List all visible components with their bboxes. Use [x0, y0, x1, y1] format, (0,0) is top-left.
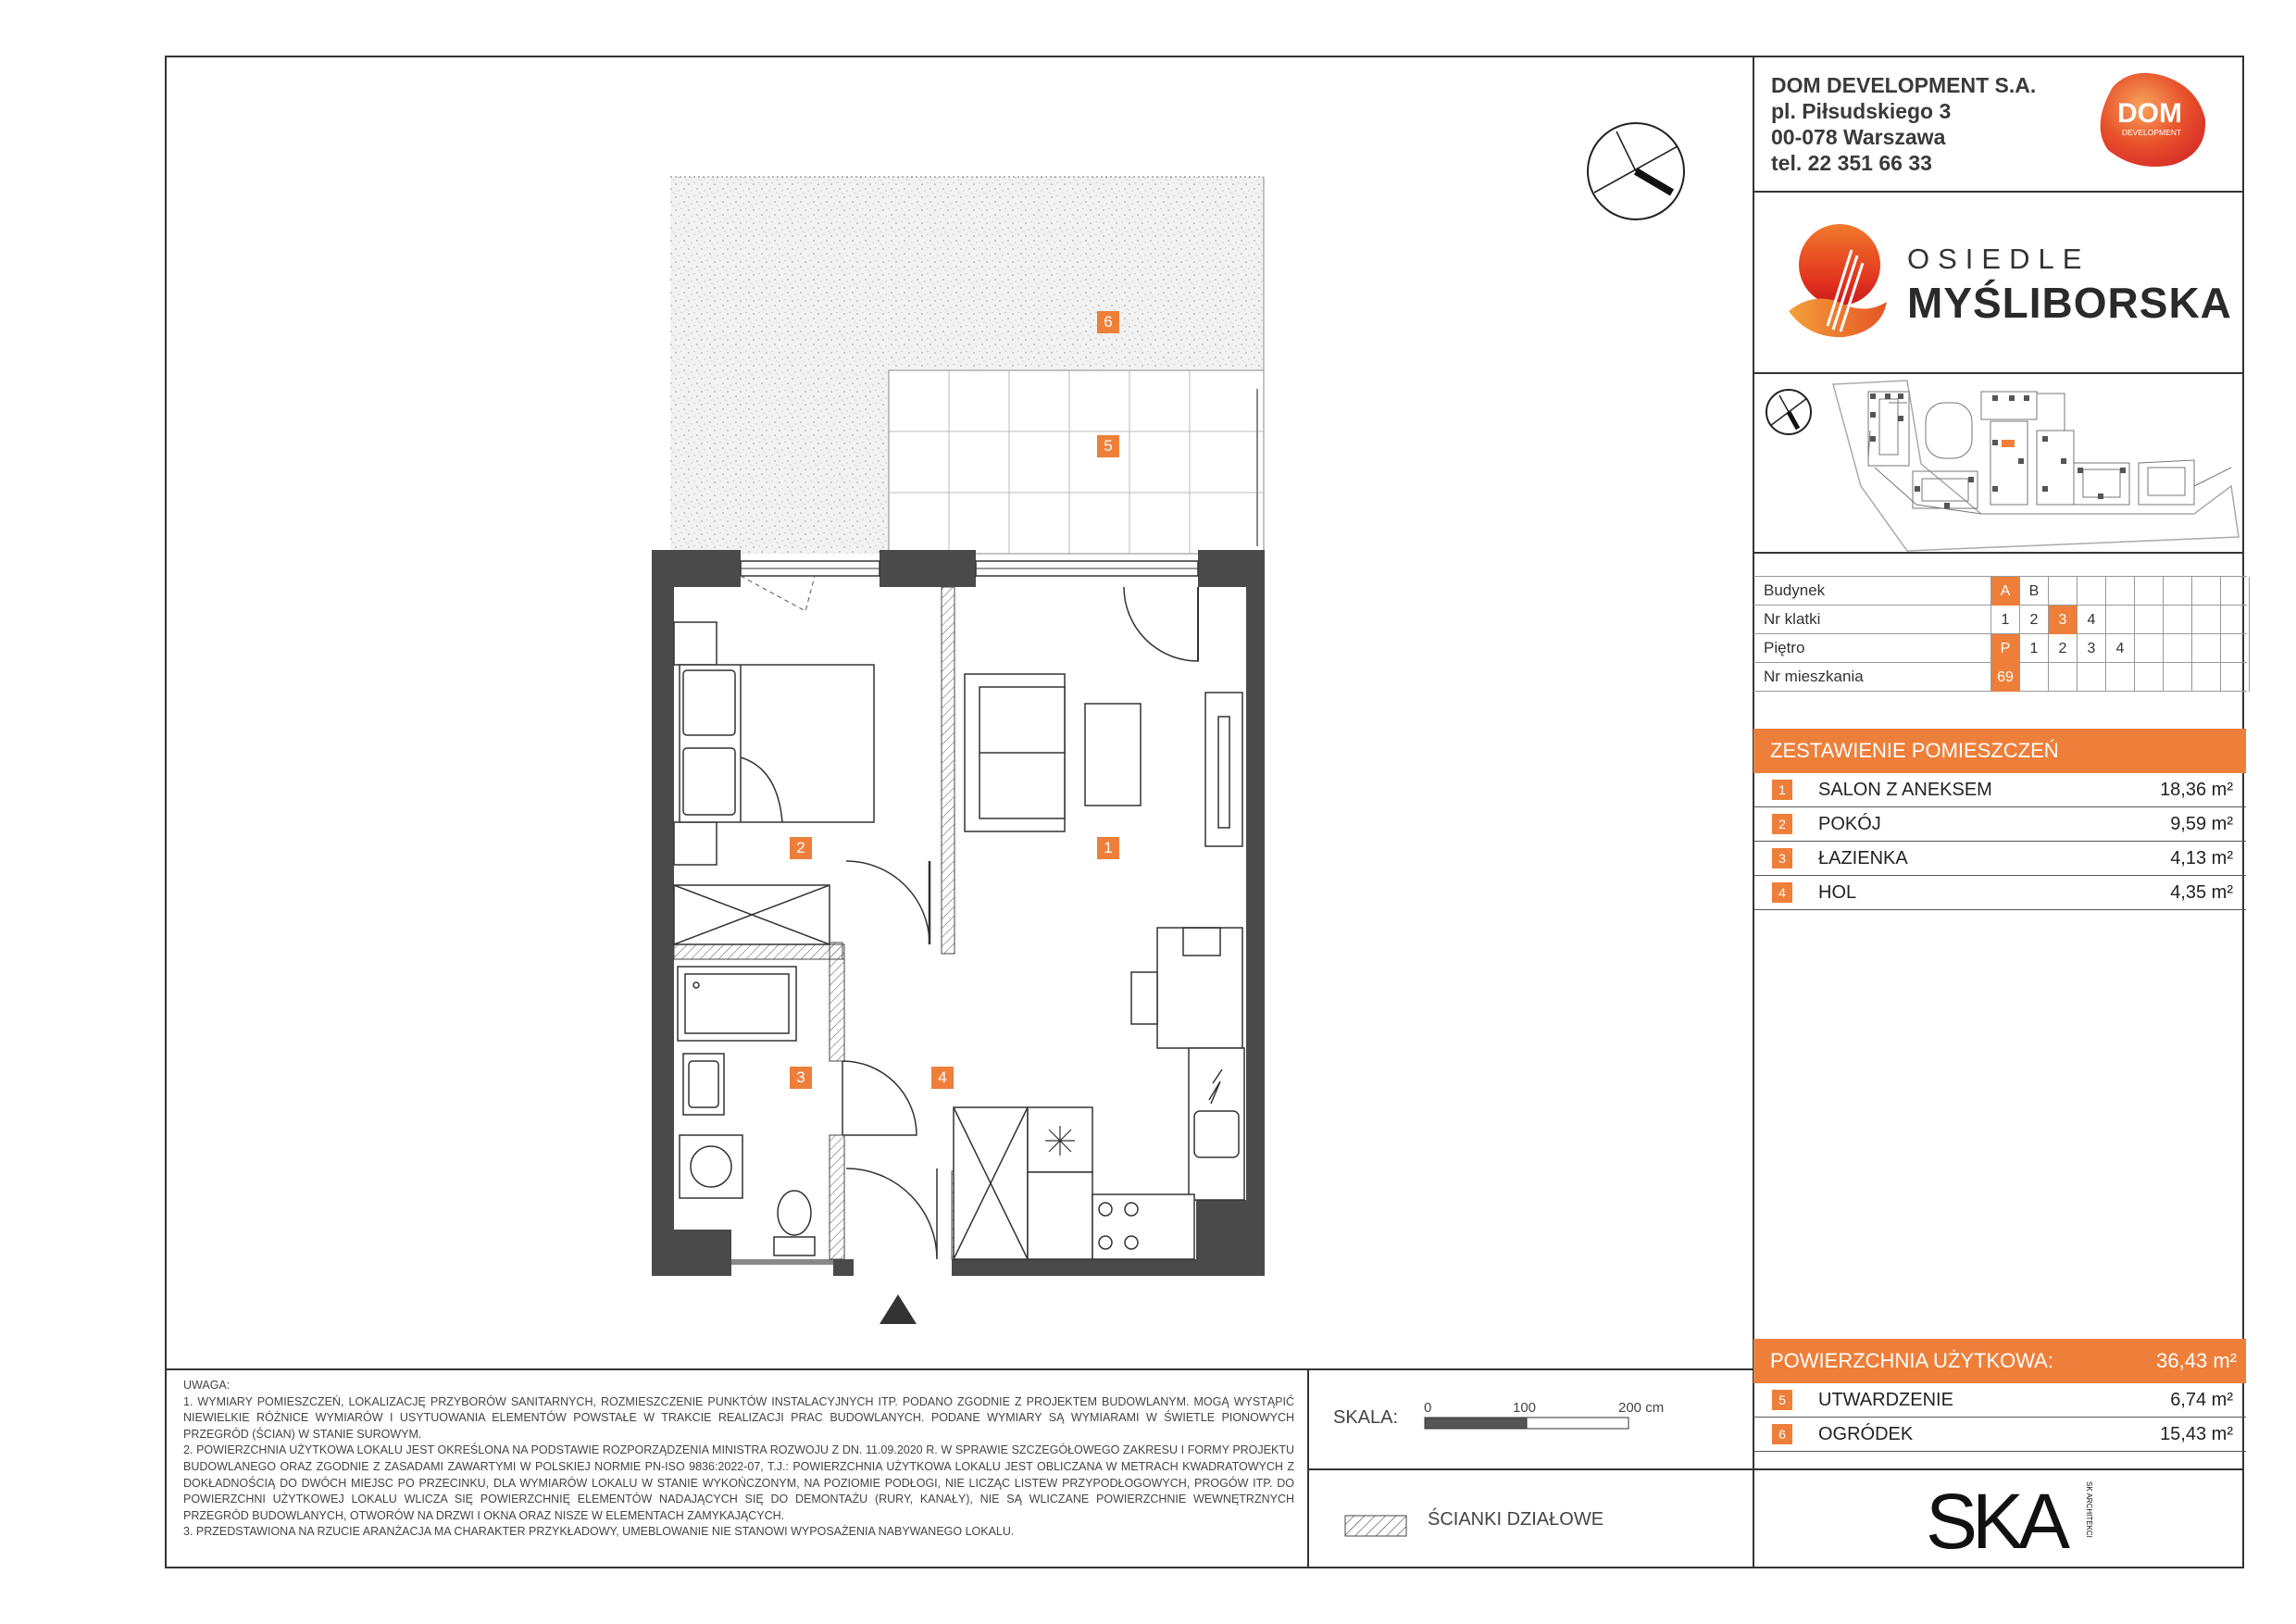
room-number: 4 [1772, 882, 1792, 903]
info-cell: P [1991, 634, 2020, 663]
plan-label-6: 6 [1097, 311, 1119, 333]
info-cell-empty [2221, 577, 2250, 606]
info-cell-empty [2221, 606, 2250, 634]
company-phone: tel. 22 351 66 33 [1771, 151, 1932, 175]
notes [183, 1378, 1294, 1541]
extra-number: 6 [1772, 1424, 1792, 1444]
info-cell-empty [2106, 606, 2135, 634]
dom-logo-sub: DEVELOPMENT [2121, 128, 2182, 137]
usable-area-label: POWIERZCHNIA UŻYTKOWA: [1770, 1349, 2053, 1372]
living-furniture [965, 674, 1242, 1048]
company-name: DOM DEVELOPMENT S.A. [1771, 73, 2037, 97]
plan-label-4: 4 [931, 1067, 954, 1089]
info-cell: B [2020, 577, 2049, 606]
extra-area: 6,74 m² [2170, 1390, 2233, 1410]
room-number: 3 [1772, 848, 1792, 868]
scale-tick-0: 0 [1424, 1400, 1432, 1416]
info-cell-empty [2135, 663, 2164, 692]
apartment-marker [2002, 440, 2015, 447]
scale-bar [1424, 1417, 1639, 1430]
extra-divider [1753, 1451, 2246, 1452]
extra-name: UTWARDZENIE [1818, 1390, 1953, 1410]
compass-small-icon [1766, 390, 1811, 434]
info-cell-empty [2135, 577, 2164, 606]
room-area: 9,59 m² [2170, 814, 2233, 834]
bathroom [678, 967, 815, 1255]
room-number: 1 [1772, 780, 1792, 800]
room-area: 18,36 m² [2160, 780, 2233, 800]
room-name: POKÓJ [1818, 814, 1881, 834]
info-cell-empty [2192, 634, 2221, 663]
info-cell: 4 [2106, 634, 2135, 663]
info-cell: A [1991, 577, 2020, 606]
right-divider-2 [1753, 372, 2244, 374]
room-row [1753, 842, 2246, 875]
info-cell: 2 [2020, 606, 2049, 634]
info-cell-empty [2135, 634, 2164, 663]
legend-divider [1307, 1468, 1753, 1470]
info-cell: 1 [1991, 606, 2020, 634]
ska-architects-logo [1926, 1478, 2093, 1565]
info-cell-empty [2106, 663, 2135, 692]
ska-logo-sub: SK ARCHITEKCI [2085, 1481, 2093, 1538]
usable-area-value: 36,43 m² [2156, 1349, 2237, 1372]
info-cell-empty [2164, 606, 2192, 634]
notes-title: UWAGA: [183, 1379, 231, 1392]
info-cell-empty [2164, 663, 2192, 692]
room-row [1753, 773, 2246, 806]
doors [842, 861, 937, 1259]
info-cell: 69 [1991, 663, 2020, 692]
info-cell-empty [2192, 663, 2221, 692]
right-divider-4 [1753, 1468, 2244, 1470]
extra-row [1753, 1383, 2246, 1417]
plan-label-5: 5 [1097, 435, 1119, 457]
compass-icon [1583, 119, 1689, 224]
info-cell-empty [2106, 577, 2135, 606]
info-cell-empty [2192, 606, 2221, 634]
dom-development-logo [2094, 69, 2209, 169]
info-cell-empty [2135, 606, 2164, 634]
scale-label: SKALA: [1333, 1407, 1399, 1428]
info-cell-empty [2078, 663, 2106, 692]
room-name: ŁAZIENKA [1818, 848, 1908, 868]
info-cell: 3 [2078, 634, 2106, 663]
plan-label-1: 1 [1097, 837, 1119, 859]
building-label: Budynek [1764, 581, 1826, 599]
scale-tick-100: 100 [1513, 1400, 1537, 1416]
room-name: HOL [1818, 882, 1857, 903]
info-cell-empty [2221, 634, 2250, 663]
stair-label: Nr klatki [1764, 610, 1821, 628]
extra-area: 15,43 m² [2160, 1424, 2233, 1444]
apartment-label: Nr mieszkania [1764, 668, 1864, 685]
project-name [1907, 243, 2232, 328]
info-cell-empty [2164, 634, 2192, 663]
bedroom-furniture [674, 622, 874, 944]
extra-name: OGRÓDEK [1818, 1424, 1914, 1444]
info-cell: 4 [2078, 606, 2106, 634]
company-street: pl. Piłsudskiego 3 [1771, 99, 1952, 123]
room-name: SALON Z ANEKSEM [1818, 780, 1992, 800]
terrace-area [889, 370, 1264, 554]
info-cell-empty [2192, 577, 2221, 606]
room-area: 4,13 m² [2170, 848, 2233, 868]
rooms-header [1753, 729, 2246, 773]
note-3: 3. PRZEDSTAWIONA NA RZUCIE ARANŻACJA MA CHARAKTER PRZYKŁADOWY, UMEBLOWANIE NIE STANOWI WYPOSAŻENIA NABYWANEGO LOKALU. [183, 1525, 1015, 1539]
company-info [1771, 72, 2036, 176]
plan-label-2: 2 [790, 837, 812, 859]
info-cell-empty [2049, 577, 2078, 606]
extra-row [1753, 1418, 2246, 1451]
plan-label-3: 3 [790, 1067, 812, 1089]
osiedle-sun-logo [1787, 222, 1889, 343]
room-row [1753, 876, 2246, 909]
entrance-arrow-icon [880, 1294, 917, 1324]
floor-plan [0, 0, 1296, 1333]
ska-logo-text: SKA [1926, 1478, 2065, 1565]
note-2: 2. POWIERZCHNIA UŻYTKOWA LOKALU JEST OKREŚLONA NA PODSTAWIE ROZPORZĄDZENIA MINISTRA ROZWOJU Z DN. 11.09.2020 R. W SPRAWIE SZCZEGÓŁOWEGO ZAKRESU I FORMY PROJEKTU BUDOWLANEGO ORAZ ZGODNIE Z ZASADAMI ZAWARTYMI W POLSKIEJ NORMIE PN-ISO 9836:2022-07, T.J.: POWIERZCHNIA UŻYTKOWA LOKALU JEST OBLICZANA W METRACH KWADRATOWYCH Z DOKŁADNOŚCIĄ DO DWÓCH MIEJSC PO PRZECINKU, DLA WYMIARÓW LOKALU W STANIE WYKOŃCZONYM, NA POZIOMIE PODŁOGI, NIE LICZĄC LISTEW PRZYPODŁOGOWYCH, PROGÓW ITP. DO POWIERZCHNI UŻYTKOWEJ LOKALU WLICZA SIĘ POWIERZCHNIĘ ELEMENTÓW NADAJĄCYCH SIĘ DO DEMONTAŻU (RURY, KANAŁY), NIE SĄ WLICZANE POWIERZCHNIE WEWNĘTRZNYCH PRZEGRÓD BUDOWLANYCH, OTWORÓW NA DRZWI I OKNA ORAZ NISZE W ELEMENTACH ZAMYKAJĄCYCH. [183, 1443, 1294, 1522]
partition-hatch-icon [1344, 1515, 1409, 1539]
project-name-small: OSIEDLE [1907, 243, 2090, 275]
note-1: 1. WYMIARY POMIESZCZEŃ, LOKALIZACJĘ PRZYBORÓW SANITARNYCH, ROZMIESZCZENIE PUNKTÓW INSTALACYJNYCH ITP. PODANO ZGODNIE Z PROJEKTEM BUDOWLANYM. MOGĄ WYSTĄPIĆ NIEWIELKIE RÓŻNICE WYMIARÓW I USYTUOWANIA ELEMENTÓW POWSTAŁE W TRAKCIE REALIZACJI PRAC BUDOWLANYCH. PODANE WYMIARY SĄ WYMIARAMI W ŚWIETLE PIONOWYCH PRZEGRÓD (ŚCIAN) W STANIE SUROWYM. [183, 1394, 1294, 1441]
scale-tick-200: 200 cm [1618, 1400, 1665, 1416]
info-cell: 1 [2020, 634, 2049, 663]
info-cell-empty [2078, 577, 2106, 606]
dom-logo-word: DOM [2117, 98, 2182, 129]
right-divider-1 [1753, 191, 2244, 193]
info-cell: 3 [2049, 606, 2078, 634]
room-area: 4,35 m² [2170, 882, 2233, 903]
project-name-big: MYŚLIBORSKA [1907, 279, 2232, 327]
site-map [1759, 375, 2240, 556]
info-cell-empty [2164, 577, 2192, 606]
info-cell-empty [2221, 663, 2250, 692]
notes-divider [165, 1368, 1753, 1370]
partition-legend-label: ŚCIANKI DZIAŁOWE [1428, 1509, 1604, 1530]
company-city: 00-078 Warszawa [1771, 125, 1946, 149]
usable-area-header [1753, 1339, 2246, 1383]
info-cell-empty [2049, 663, 2078, 692]
room-row [1753, 807, 2246, 841]
room-divider [1753, 909, 2246, 910]
rooms-header-text: ZESTAWIENIE POMIESZCZEŃ [1770, 739, 2059, 762]
info-cell: 2 [2049, 634, 2078, 663]
room-number: 2 [1772, 814, 1792, 834]
floor-label: Piętro [1764, 639, 1805, 656]
info-cell-empty [2020, 663, 2049, 692]
extra-number: 5 [1772, 1390, 1792, 1410]
